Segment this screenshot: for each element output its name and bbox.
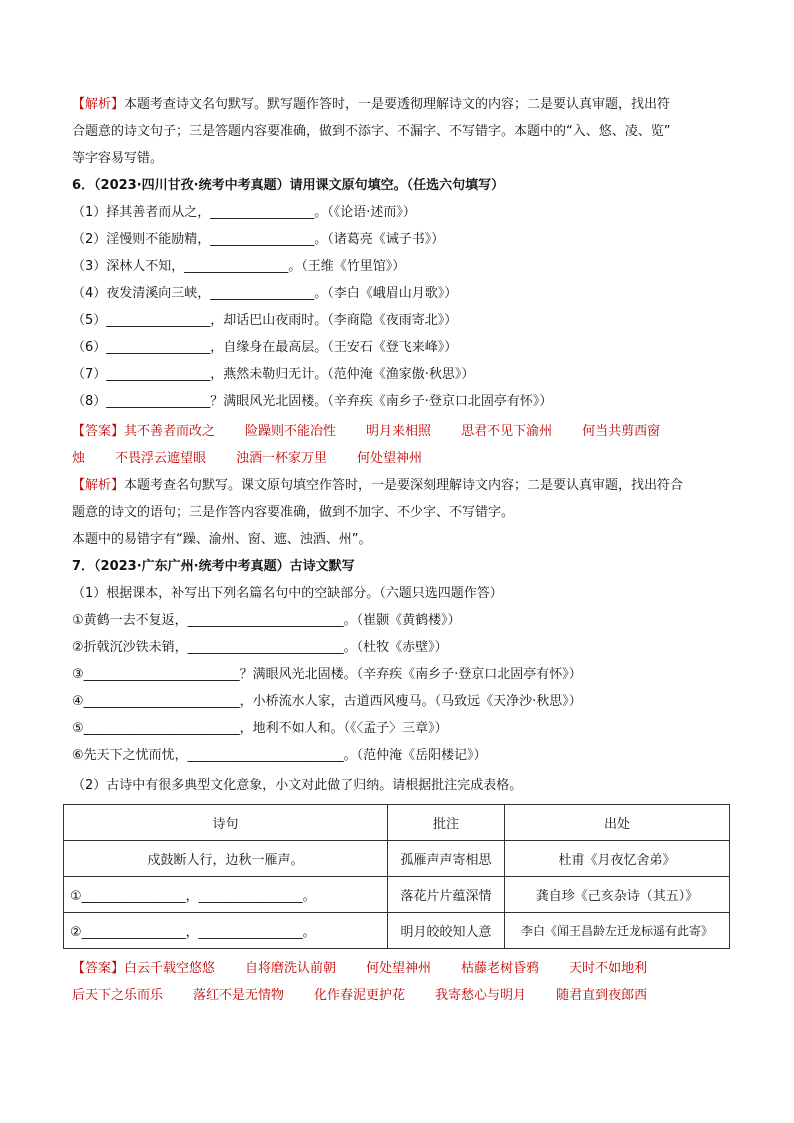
q6-answer-line <box>72 422 660 442</box>
q7-answer-line <box>72 959 647 979</box>
q7-item: ①黄鹤一去不复返，________________________。（崔颢《黄鹤楼》） <box>72 613 461 628</box>
analysis-text: 本题考查诗文名句默写。默写题作答时，一是要透彻理解诗文的内容；二是要认真审题，找出符 <box>124 97 671 112</box>
table-row <box>64 841 730 877</box>
q6-item: （1）择其善者而从之，________________。（《论语·述而》） <box>72 205 416 220</box>
table-row <box>64 877 730 913</box>
table-header-cell: 出处 <box>505 805 730 841</box>
q6-answer-line <box>72 449 422 469</box>
table-cell: 戍鼓断人行，边秋一雁声。 <box>64 841 388 877</box>
table-cell: ②________________，________________。 <box>64 913 388 949</box>
answer-item: 我寄愁心与明月 <box>435 988 527 1003</box>
table-header-row <box>64 805 730 841</box>
analysis-text: 本题考查名句默写。课文原句填空作答时，一是要深刻理解诗文内容；二是要认真审题，找出符合 <box>124 478 684 493</box>
answer-item: 何当共剪西窗 <box>582 424 661 439</box>
answer-item: 自将磨洗认前朝 <box>245 961 337 976</box>
analysis-tag: 【解析】 <box>72 97 125 112</box>
q6-analysis-line <box>72 476 683 496</box>
q7-answer-line <box>72 986 647 1006</box>
table-cell: 杜甫《月夜忆舍弟》 <box>505 841 730 877</box>
table-cell: 落花片片蕴深情 <box>388 877 505 913</box>
analysis-line: 等字容易写错。 <box>72 151 164 166</box>
table-cell: 明月皎皎知人意 <box>388 913 505 949</box>
answer-tag: 【答案】 <box>72 424 125 439</box>
q7-subquestion: （2）古诗中有很多典型文化意象，小文对此做了归纳。请根据批注完成表格。 <box>72 778 523 793</box>
question-7-heading: 7．（2023·广东广州·统考中考真题）古诗文默写 <box>72 559 355 574</box>
q6-item: （2）淫慢则不能励精，________________。（诸葛亮《诫子书》） <box>72 232 445 247</box>
answer-item: 烛 <box>72 451 86 466</box>
answer-item: 落红不是无情物 <box>193 988 285 1003</box>
q6-item: （3）深林人不知，________________。（王维《竹里馆》） <box>72 259 406 274</box>
answer-item: 天时不如地利 <box>569 961 648 976</box>
answer-item: 其不善者而改之 <box>124 424 216 439</box>
answer-item: 枯藤老树昏鸦 <box>461 961 540 976</box>
answer-item: 白云千载空悠悠 <box>124 961 216 976</box>
q7-item: ⑥先天下之忧而忧，________________________。（范仲淹《岳阳楼记》） <box>72 748 487 763</box>
q6-analysis-line: 本题中的易错字有“躁、渝州、窗、遮、浊酒、州”。 <box>72 532 372 547</box>
answer-item: 化作春泥更护花 <box>314 988 406 1003</box>
q6-item: （6）________________，自缘身在最高层。（王安石《登飞来峰》） <box>72 340 458 355</box>
q7-item: ⑤________________________，地利不如人和。（《〈孟子〉三章》） <box>72 721 448 736</box>
answer-item: 何处望神州 <box>357 451 423 466</box>
table-cell: 孤雁声声寄相思 <box>388 841 505 877</box>
poem-table <box>63 804 730 949</box>
answer-item: 不畏浮云遮望眼 <box>115 451 207 466</box>
q6-analysis-line: 题意的诗文的语句；三是作答内容要准确，做到不加字、不少字、不写错字。 <box>72 505 515 520</box>
answer-item: 思君不见下渝州 <box>461 424 553 439</box>
analysis-line <box>72 95 670 115</box>
question-6-heading: 6．（2023·四川甘孜·统考中考真题）请用课文原句填空。（任选六句填写） <box>72 178 505 193</box>
answer-tag: 【答案】 <box>72 961 125 976</box>
q6-item: （4）夜发清溪向三峡，________________。（李白《峨眉山月歌》） <box>72 286 458 301</box>
q6-item: （5）________________，却话巴山夜雨时。（李商隐《夜雨寄北》） <box>72 313 458 328</box>
q7-item: ②折戟沉沙铁未销，________________________。（杜牧《赤壁》） <box>72 640 448 655</box>
answer-item: 何处望神州 <box>366 961 432 976</box>
q7-item: ④________________________，小桥流水人家，古道西风瘦马。（马致远《天净沙·秋思》） <box>72 694 582 709</box>
table-header-cell: 批注 <box>388 805 505 841</box>
answer-item: 险躁则不能冶性 <box>245 424 337 439</box>
table-row <box>64 913 730 949</box>
table-header-cell: 诗句 <box>64 805 388 841</box>
answer-item: 浊酒一杯家万里 <box>236 451 328 466</box>
table-cell: ①________________，________________。 <box>64 877 388 913</box>
analysis-line: 合题意的诗文句子；三是答题内容要准确，做到不添字、不漏字、不写错字。本题中的“入、悠、凌、览” <box>72 124 671 139</box>
q7-subquestion: （1）根据课本，补写出下列名篇名句中的空缺部分。（六题只选四题作答） <box>72 586 503 601</box>
answer-item: 后天下之乐而乐 <box>72 988 164 1003</box>
table-cell: 龚自珍《己亥杂诗（其五）》 <box>505 877 730 913</box>
q6-item: （7）________________，燕然未勒归无计。（范仲淹《渔家傲·秋思》） <box>72 367 475 382</box>
q6-item: （8）________________？满眼风光北固楼。（辛弃疾《南乡子·登京口北固亭有怀》） <box>72 394 553 409</box>
analysis-tag: 【解析】 <box>72 478 125 493</box>
answer-item: 随君直到夜郎西 <box>556 988 648 1003</box>
table-cell: 李白《闻王昌龄左迁龙标遥有此寄》 <box>505 913 730 949</box>
answer-item: 明月来相照 <box>366 424 432 439</box>
q7-item: ③________________________？满眼风光北固楼。（辛弃疾《南乡子·登京口北固亭有怀》） <box>72 667 582 682</box>
